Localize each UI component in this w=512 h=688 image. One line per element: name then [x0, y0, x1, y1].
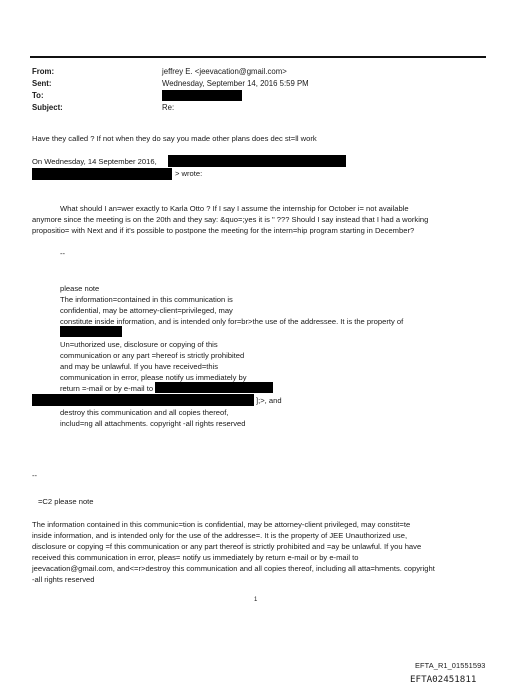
unauth-line-4: communication in error, please notify us immediately by: [60, 373, 247, 382]
redaction-sender-1: [168, 155, 346, 167]
notice-line-2: The information=contained in this communication is: [60, 295, 233, 304]
question-line-2: anymore since the meeting is on the 20th and they say: &quo=;yes it is " ??? Should I say instead that I had a working: [32, 215, 429, 224]
notice-line-4: constitute inside information, and is intended only for=br>the use of the addressee. It is the property of: [60, 317, 404, 326]
sent-value: Wednesday, September 14, 2016 5:59 PM: [162, 79, 309, 88]
to-label: To:: [32, 91, 44, 100]
tail-line-2: includ=ng all attachments. copyright -all rights reserved: [60, 419, 246, 428]
redaction-email-1: [155, 382, 273, 393]
separator-dash-1: --: [60, 249, 66, 258]
quoted-date: On Wednesday, 14 September 2016,: [32, 157, 157, 166]
unauth-line-5: return =-mail or by e-mail to: [60, 384, 154, 393]
separator-dash-2: --: [32, 471, 38, 480]
wrote-label: > wrote:: [175, 169, 203, 178]
page-number: 1: [254, 597, 258, 603]
final-line-2: inside information, and is intended only for the use of the addresse=. It is the property of JEE Unauthorized use,: [32, 531, 408, 540]
redaction-sender-2: [32, 168, 172, 180]
final-line-3: disclosure or copying =f this communication or any part thereof is strictly prohibited and =ay be unlawful. If you have: [32, 542, 422, 551]
notice-line-1: please note: [60, 284, 100, 293]
from-label: From:: [32, 67, 55, 76]
question-line-1: What should I an=wer exactly to Karla Otto ? If I say I assume the internship for October i= not available: [60, 204, 409, 213]
unauth-line-3: and may be unlawful. If you have received=this: [60, 362, 219, 371]
bates-number-small: EFTA_R1_01551593: [415, 661, 486, 670]
question-line-3: propositio= with Next and if it's possible to postpone the meeting for the intern=hip program starting in December?: [32, 226, 415, 235]
from-value: jeffrey E. <jeevacation@gmail.com>: [162, 67, 287, 76]
unauth-line-1: Un=uthorized use, disclosure or copying of this: [60, 340, 218, 349]
subject-label: Subject:: [32, 103, 63, 112]
reply-line: Have they called ? If not when they do say you made other plans does dec st=ll work: [32, 134, 317, 143]
tail-line-1: destroy this communication and all copies thereof,: [60, 408, 229, 417]
unauth-line-2: communication or any part =hereof is strictly prohibited: [60, 351, 245, 360]
bates-number-large: EFTA02451811: [410, 674, 477, 685]
header-rule: [30, 56, 486, 58]
redaction-email-2: [32, 394, 254, 406]
final-line-4: received this communication in error, pleas= notify us immediately by return e-mail or by e-mail to: [32, 553, 359, 562]
subject-value: Re:: [162, 103, 175, 112]
redaction-to: [162, 90, 242, 101]
and-suffix: ];>, and: [256, 396, 282, 405]
sent-label: Sent:: [32, 79, 52, 88]
notice-line-3: confidential, may be attorney-client=privileged, may: [60, 306, 233, 315]
final-line-5: jeevacation@gmail.com, and<=r>destroy this communication and all copies thereof, including all atta=hments. copyright: [32, 564, 435, 573]
redaction-owner: [60, 326, 122, 337]
final-line-6: -all rights reserved: [32, 575, 95, 584]
final-line-1: The information contained in this communic=tion is confidential, may be attorney-client privileged, may constit=te: [32, 520, 411, 529]
c2-note: =C2 please note: [38, 497, 94, 506]
